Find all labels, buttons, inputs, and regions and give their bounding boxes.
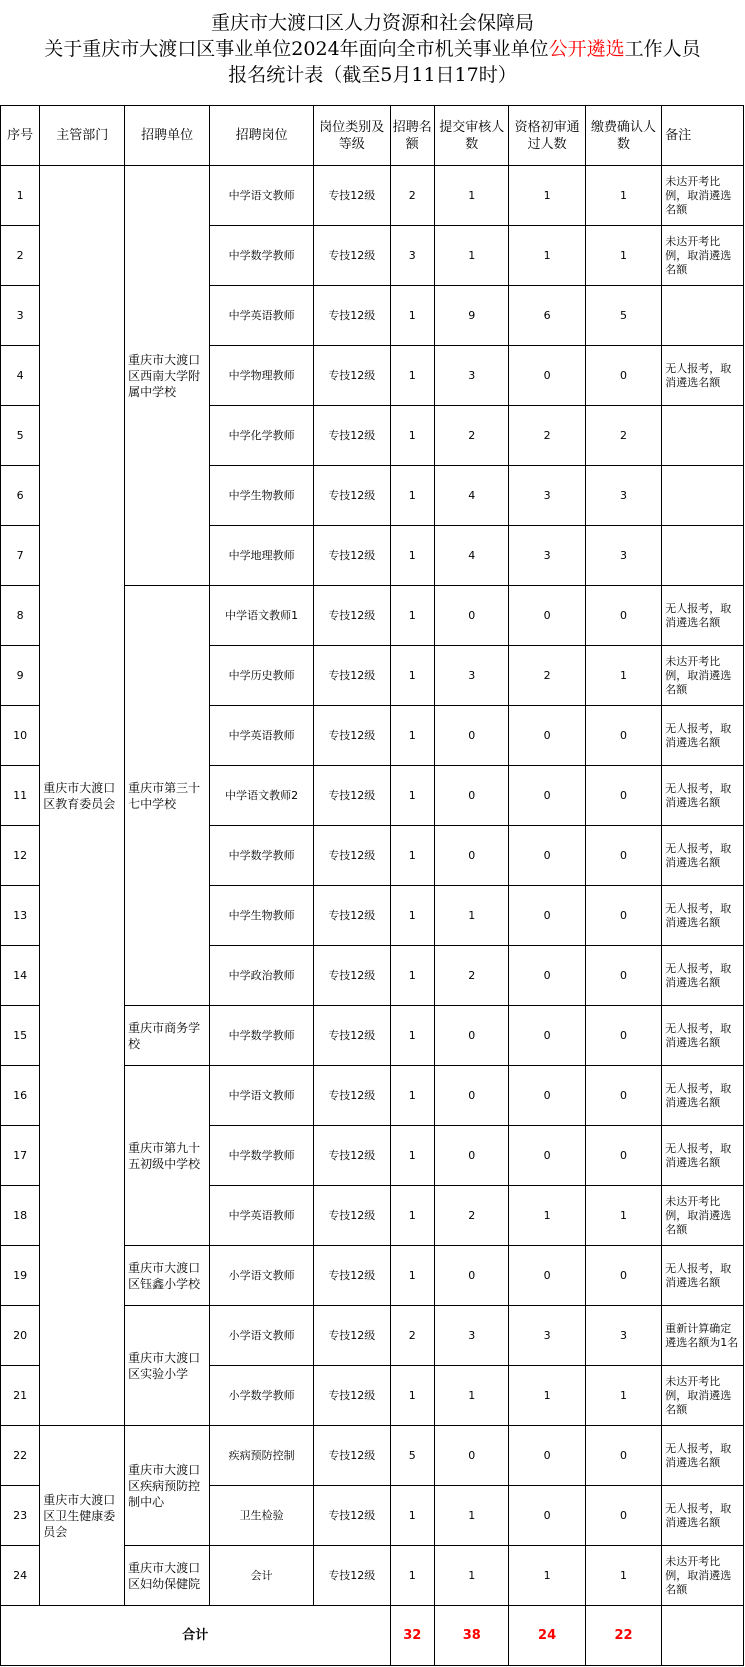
cell-submitted: 2: [435, 1186, 509, 1246]
title-line-2-suffix: 工作人员: [624, 38, 701, 60]
cell-level: 专技12级: [314, 406, 390, 466]
cell-position: 中学化学教师: [210, 406, 314, 466]
cell-passed: 0: [509, 586, 585, 646]
cell-paid: 0: [585, 1126, 661, 1186]
cell-position: 中学语文教师: [210, 166, 314, 226]
cell-seq: 14: [1, 946, 40, 1006]
cell-submitted: 0: [435, 1006, 509, 1066]
cell-quota: 1: [390, 646, 435, 706]
cell-seq: 2: [1, 226, 40, 286]
cell-position: 中学数学教师: [210, 226, 314, 286]
cell-seq: 15: [1, 1006, 40, 1066]
cell-submitted: 2: [435, 406, 509, 466]
cell-level: 专技12级: [314, 1306, 390, 1366]
cell-level: 专技12级: [314, 646, 390, 706]
unit-1: 重庆市大渡口区西南大学附属中学校: [125, 166, 210, 586]
cell-note: 无人报考，取消遴选名额: [662, 586, 744, 646]
header-submitted: 提交审核人数: [435, 106, 509, 166]
cell-note: 未达开考比例，取消遴选名额: [662, 646, 744, 706]
cell-quota: 1: [390, 1006, 435, 1066]
header-position: 招聘岗位: [210, 106, 314, 166]
cell-paid: 1: [585, 166, 661, 226]
unit-2: 重庆市第三十七中学校: [125, 586, 210, 1006]
cell-note: [662, 406, 744, 466]
title-line-1: 重庆市大渡口区人力资源和社会保障局: [210, 12, 534, 34]
cell-seq: 23: [1, 1486, 40, 1546]
cell-note: 无人报考，取消遴选名额: [662, 1486, 744, 1546]
dept-health: 重庆市大渡口区卫生健康委员会: [40, 1426, 125, 1606]
cell-passed: 0: [509, 766, 585, 826]
cell-submitted: 0: [435, 766, 509, 826]
cell-level: 专技12级: [314, 826, 390, 886]
cell-level: 专技12级: [314, 1126, 390, 1186]
cell-quota: 1: [390, 526, 435, 586]
cell-submitted: 3: [435, 1306, 509, 1366]
cell-passed: 0: [509, 1006, 585, 1066]
unit-6: 重庆市大渡口区实验小学: [125, 1306, 210, 1426]
cell-passed: 1: [509, 1546, 585, 1606]
cell-position: 中学英语教师: [210, 286, 314, 346]
cell-seq: 4: [1, 346, 40, 406]
cell-position: 中学数学教师: [210, 826, 314, 886]
cell-level: 专技12级: [314, 706, 390, 766]
total-passed: 24: [509, 1606, 585, 1666]
cell-note: 无人报考，取消遴选名额: [662, 1126, 744, 1186]
cell-paid: 3: [585, 466, 661, 526]
cell-passed: 0: [509, 1486, 585, 1546]
cell-quota: 1: [390, 886, 435, 946]
cell-level: 专技12级: [314, 1246, 390, 1306]
cell-seq: 5: [1, 406, 40, 466]
table-row: [1, 166, 744, 226]
cell-paid: 2: [585, 406, 661, 466]
cell-passed: 0: [509, 826, 585, 886]
total-submitted: 38: [435, 1606, 509, 1666]
title-line-2-prefix: 关于重庆市大渡口区事业单位2024年面向全市机关事业单位: [44, 38, 549, 60]
cell-submitted: 1: [435, 1366, 509, 1426]
cell-position: 中学语文教师1: [210, 586, 314, 646]
cell-level: 专技12级: [314, 886, 390, 946]
cell-position: 中学生物教师: [210, 466, 314, 526]
cell-note: [662, 466, 744, 526]
cell-submitted: 0: [435, 586, 509, 646]
total-row: [1, 1606, 744, 1666]
cell-quota: 2: [390, 1306, 435, 1366]
cell-position: 中学数学教师: [210, 1006, 314, 1066]
cell-quota: 3: [390, 226, 435, 286]
cell-paid: 0: [585, 1006, 661, 1066]
cell-position: 中学语文教师2: [210, 766, 314, 826]
cell-passed: 1: [509, 226, 585, 286]
header-unit: 招聘单位: [125, 106, 210, 166]
cell-submitted: 3: [435, 646, 509, 706]
header-dept: 主管部门: [40, 106, 125, 166]
title-line-2: [0, 36, 745, 62]
cell-paid: 1: [585, 1186, 661, 1246]
cell-note: 未达开考比例，取消遴选名额: [662, 1186, 744, 1246]
cell-seq: 3: [1, 286, 40, 346]
cell-passed: 0: [509, 1426, 585, 1486]
cell-submitted: 0: [435, 826, 509, 886]
cell-seq: 8: [1, 586, 40, 646]
cell-note: 无人报考，取消遴选名额: [662, 1066, 744, 1126]
cell-note: [662, 526, 744, 586]
cell-note: [662, 286, 744, 346]
cell-seq: 18: [1, 1186, 40, 1246]
cell-level: 专技12级: [314, 1186, 390, 1246]
cell-seq: 19: [1, 1246, 40, 1306]
cell-note: 无人报考，取消遴选名额: [662, 946, 744, 1006]
cell-quota: 1: [390, 1066, 435, 1126]
cell-paid: 0: [585, 1426, 661, 1486]
cell-seq: 1: [1, 166, 40, 226]
cell-seq: 13: [1, 886, 40, 946]
unit-7: 重庆市大渡口区疾病预防控制中心: [125, 1426, 210, 1546]
cell-submitted: 1: [435, 886, 509, 946]
total-paid: 22: [585, 1606, 661, 1666]
cell-seq: 20: [1, 1306, 40, 1366]
cell-seq: 9: [1, 646, 40, 706]
cell-paid: 1: [585, 226, 661, 286]
cell-paid: 1: [585, 646, 661, 706]
unit-4: 重庆市第九十五初级中学校: [125, 1066, 210, 1246]
cell-position: 中学英语教师: [210, 1186, 314, 1246]
cell-submitted: 3: [435, 346, 509, 406]
cell-note: 无人报考，取消遴选名额: [662, 826, 744, 886]
cell-paid: 0: [585, 706, 661, 766]
cell-paid: 0: [585, 826, 661, 886]
cell-seq: 11: [1, 766, 40, 826]
cell-seq: 22: [1, 1426, 40, 1486]
header-quota: 招聘名额: [390, 106, 435, 166]
cell-paid: 0: [585, 1066, 661, 1126]
cell-seq: 7: [1, 526, 40, 586]
unit-8: 重庆市大渡口区妇幼保健院: [125, 1546, 210, 1606]
cell-passed: 0: [509, 1246, 585, 1306]
cell-quota: 1: [390, 946, 435, 1006]
cell-submitted: 1: [435, 1546, 509, 1606]
header-level: 岗位类别及等级: [314, 106, 390, 166]
cell-paid: 3: [585, 1306, 661, 1366]
cell-note: 无人报考，取消遴选名额: [662, 706, 744, 766]
cell-passed: 3: [509, 466, 585, 526]
cell-passed: 1: [509, 1366, 585, 1426]
cell-passed: 0: [509, 946, 585, 1006]
cell-position: 小学语文教师: [210, 1306, 314, 1366]
cell-level: 专技12级: [314, 1366, 390, 1426]
cell-note: 未达开考比例，取消遴选名额: [662, 1546, 744, 1606]
cell-quota: 1: [390, 1546, 435, 1606]
cell-paid: 1: [585, 1366, 661, 1426]
header-note: 备注: [662, 106, 744, 166]
cell-submitted: 2: [435, 946, 509, 1006]
cell-level: 专技12级: [314, 166, 390, 226]
table-row: [1, 1426, 744, 1486]
cell-passed: 0: [509, 706, 585, 766]
cell-position: 小学语文教师: [210, 1246, 314, 1306]
cell-position: 中学数学教师: [210, 1126, 314, 1186]
cell-paid: 5: [585, 286, 661, 346]
cell-note: 未达开考比例，取消遴选名额: [662, 166, 744, 226]
cell-submitted: 4: [435, 466, 509, 526]
document-title: [0, 0, 745, 105]
cell-submitted: 0: [435, 1426, 509, 1486]
header-passed: 资格初审通过人数: [509, 106, 585, 166]
cell-note: 无人报考，取消遴选名额: [662, 1006, 744, 1066]
cell-seq: 6: [1, 466, 40, 526]
cell-seq: 12: [1, 826, 40, 886]
cell-position: 中学生物教师: [210, 886, 314, 946]
cell-seq: 10: [1, 706, 40, 766]
cell-position: 中学英语教师: [210, 706, 314, 766]
cell-quota: 1: [390, 406, 435, 466]
dept-edu: 重庆市大渡口区教育委员会: [40, 166, 125, 1426]
cell-level: 专技12级: [314, 226, 390, 286]
cell-passed: 0: [509, 346, 585, 406]
cell-quota: 1: [390, 346, 435, 406]
cell-submitted: 1: [435, 166, 509, 226]
cell-position: 中学政治教师: [210, 946, 314, 1006]
cell-passed: 6: [509, 286, 585, 346]
cell-paid: 3: [585, 526, 661, 586]
cell-paid: 0: [585, 1486, 661, 1546]
cell-passed: 2: [509, 646, 585, 706]
cell-level: 专技12级: [314, 526, 390, 586]
cell-submitted: 1: [435, 1486, 509, 1546]
cell-level: 专技12级: [314, 586, 390, 646]
cell-paid: 0: [585, 946, 661, 1006]
header-paid: 缴费确认人数: [585, 106, 661, 166]
total-note: [662, 1606, 744, 1666]
cell-level: 专技12级: [314, 1006, 390, 1066]
registration-table: [0, 105, 744, 1666]
cell-level: 专技12级: [314, 1426, 390, 1486]
cell-level: 专技12级: [314, 346, 390, 406]
table-header-row: [1, 106, 744, 166]
cell-quota: 1: [390, 826, 435, 886]
cell-quota: 2: [390, 166, 435, 226]
title-line-2-highlight: 公开遴选: [548, 38, 625, 60]
cell-submitted: 0: [435, 1246, 509, 1306]
cell-position: 小学数学教师: [210, 1366, 314, 1426]
cell-passed: 1: [509, 1186, 585, 1246]
cell-quota: 1: [390, 586, 435, 646]
cell-submitted: 1: [435, 226, 509, 286]
cell-position: 中学地理教师: [210, 526, 314, 586]
cell-note: 无人报考，取消遴选名额: [662, 766, 744, 826]
cell-seq: 24: [1, 1546, 40, 1606]
cell-submitted: 9: [435, 286, 509, 346]
cell-note: 无人报考，取消遴选名额: [662, 1426, 744, 1486]
unit-3: 重庆市商务学校: [125, 1006, 210, 1066]
cell-submitted: 0: [435, 1066, 509, 1126]
cell-paid: 0: [585, 886, 661, 946]
total-quota: 32: [390, 1606, 435, 1666]
cell-passed: 3: [509, 1306, 585, 1366]
cell-passed: 0: [509, 886, 585, 946]
cell-quota: 1: [390, 286, 435, 346]
cell-seq: 16: [1, 1066, 40, 1126]
cell-paid: 0: [585, 346, 661, 406]
cell-quota: 1: [390, 706, 435, 766]
cell-level: 专技12级: [314, 1486, 390, 1546]
cell-paid: 1: [585, 1546, 661, 1606]
cell-quota: 1: [390, 466, 435, 526]
cell-quota: 1: [390, 1126, 435, 1186]
cell-position: 卫生检验: [210, 1486, 314, 1546]
cell-quota: 5: [390, 1426, 435, 1486]
cell-level: 专技12级: [314, 1546, 390, 1606]
cell-passed: 2: [509, 406, 585, 466]
cell-level: 专技12级: [314, 466, 390, 526]
total-label: 合计: [1, 1606, 391, 1666]
cell-note: 重新计算确定遴选名额为1名: [662, 1306, 744, 1366]
cell-seq: 21: [1, 1366, 40, 1426]
cell-note: 无人报考，取消遴选名额: [662, 346, 744, 406]
cell-seq: 17: [1, 1126, 40, 1186]
cell-quota: 1: [390, 1366, 435, 1426]
cell-position: 疾病预防控制: [210, 1426, 314, 1486]
cell-quota: 1: [390, 1486, 435, 1546]
cell-position: 中学物理教师: [210, 346, 314, 406]
cell-paid: 0: [585, 586, 661, 646]
cell-position: 中学历史教师: [210, 646, 314, 706]
cell-position: 中学语文教师: [210, 1066, 314, 1126]
cell-level: 专技12级: [314, 766, 390, 826]
title-line-3: 报名统计表（截至5月11日17时）: [228, 64, 517, 86]
header-seq: 序号: [1, 106, 40, 166]
cell-level: 专技12级: [314, 286, 390, 346]
cell-submitted: 0: [435, 706, 509, 766]
cell-passed: 3: [509, 526, 585, 586]
cell-quota: 1: [390, 1246, 435, 1306]
cell-note: 无人报考，取消遴选名额: [662, 886, 744, 946]
cell-submitted: 0: [435, 1126, 509, 1186]
cell-submitted: 4: [435, 526, 509, 586]
cell-note: 未达开考比例，取消遴选名额: [662, 226, 744, 286]
cell-passed: 0: [509, 1126, 585, 1186]
cell-note: 无人报考，取消遴选名额: [662, 1246, 744, 1306]
cell-passed: 0: [509, 1066, 585, 1126]
cell-paid: 0: [585, 1246, 661, 1306]
cell-note: 未达开考比例，取消遴选名额: [662, 1366, 744, 1426]
unit-5: 重庆市大渡口区钰鑫小学校: [125, 1246, 210, 1306]
cell-level: 专技12级: [314, 946, 390, 1006]
cell-passed: 1: [509, 166, 585, 226]
cell-quota: 1: [390, 1186, 435, 1246]
cell-level: 专技12级: [314, 1066, 390, 1126]
cell-paid: 0: [585, 766, 661, 826]
cell-quota: 1: [390, 766, 435, 826]
cell-position: 会计: [210, 1546, 314, 1606]
